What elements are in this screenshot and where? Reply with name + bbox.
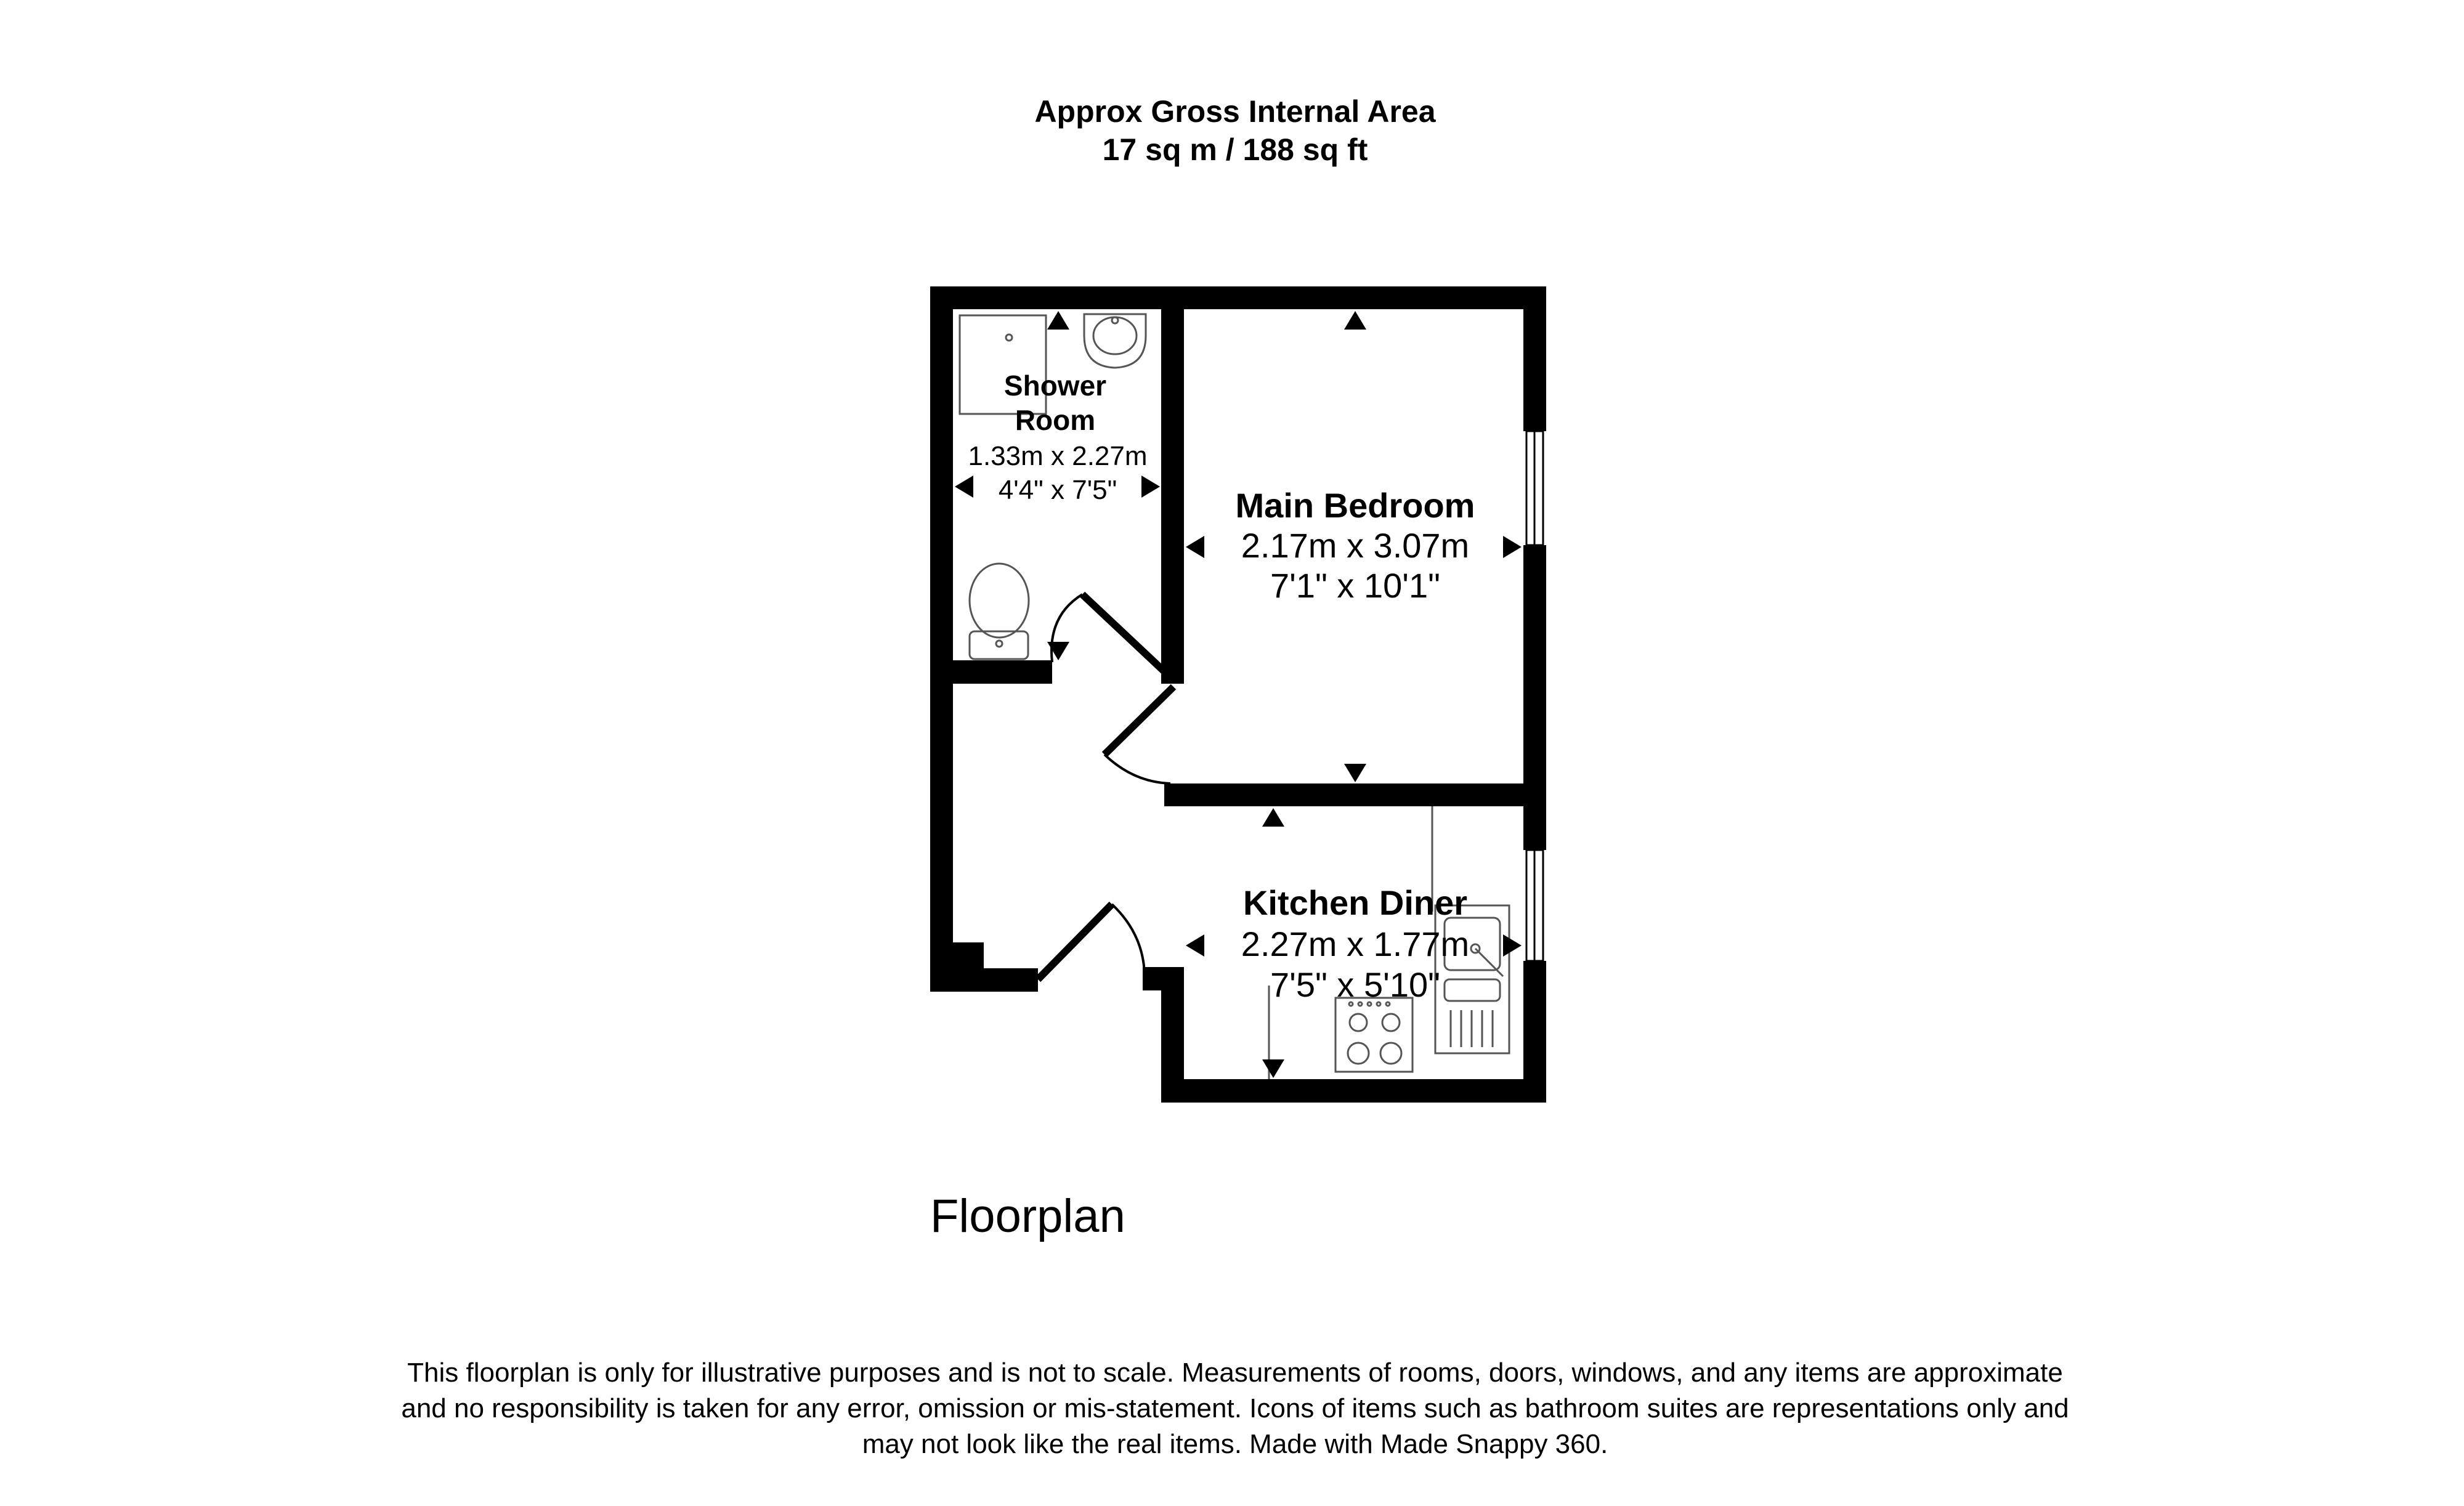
toilet-icon [970,564,1029,659]
wall-shower-bottom [930,660,1052,684]
front-door-leaf [1038,904,1112,979]
kitchen-name: Kitchen Diner [1242,883,1468,922]
arrow-shower-right [1141,476,1160,498]
disclaimer-line-1: This floorplan is only for illustrative purposes and is not to scale. Measurements of rooms, doors, windows, and any items are approximate [407,1358,2063,1388]
disclaimer [0,1355,2464,1462]
wall-right-upper [1523,286,1546,431]
arrow-kitchen-left [1186,934,1204,957]
wall-kitchen-bottom [1161,1079,1546,1103]
wall-bedroom-kitchen [1164,783,1546,806]
room-labels [968,370,1475,1004]
arrow-shower-top [1047,311,1069,330]
bedroom-imperial: 7'1" x 10'1" [1270,566,1440,605]
arrow-bedroom-right [1503,536,1522,558]
arrow-kitchen-bottom [1262,1059,1284,1078]
shower-room-metric: 1.33m x 2.27m [968,441,1148,471]
area-value: 17 sq m / 188 sq ft [1102,132,1368,167]
wall-shower-bedroom [1161,286,1184,684]
shower-room-name-line1: Shower [1003,370,1107,402]
kitchen-imperial: 7'5" x 5'10" [1270,965,1440,1004]
arrow-bedroom-bottom [1344,764,1366,782]
bedroom-door-leaf [1104,687,1173,755]
wash-basin-icon [1084,314,1146,368]
wall-left [930,286,953,992]
cooker-hob-icon [1335,998,1412,1072]
wall-kitchen-jamb [1143,967,1184,990]
wall-bottom-left [930,968,1038,992]
arrow-bedroom-top [1344,311,1366,330]
arrow-bedroom-left [1186,536,1204,558]
floor-caption: Floorplan [930,1190,1125,1242]
arrow-shower-left [955,476,973,498]
wall-top [930,286,1546,309]
bedroom-name: Main Bedroom [1235,486,1475,525]
shower-door-leaf [1082,594,1164,671]
bedroom-metric: 2.17m x 3.07m [1241,526,1470,565]
wall-bottom-left-block [953,942,984,968]
shower-room-imperial: 4'4" x 7'5" [998,475,1117,505]
disclaimer-line-3: may not look like the real items. Made with Made Snappy 360. [862,1429,1608,1459]
area-title: Approx Gross Internal Area [1034,94,1436,129]
bedroom-door-swing [1104,755,1170,783]
disclaimer-line-2: and no responsibility is taken for any error, omission or mis-statement. Icons of items such as bathroom suites are representations only and [401,1393,2069,1423]
arrow-kitchen-top [1262,808,1284,827]
shower-room-name-line2: Room [1015,404,1096,436]
front-door-swing [1112,904,1145,973]
arrow-kitchen-right [1503,934,1522,957]
kitchen-metric: 2.27m x 1.77m [1241,925,1470,963]
